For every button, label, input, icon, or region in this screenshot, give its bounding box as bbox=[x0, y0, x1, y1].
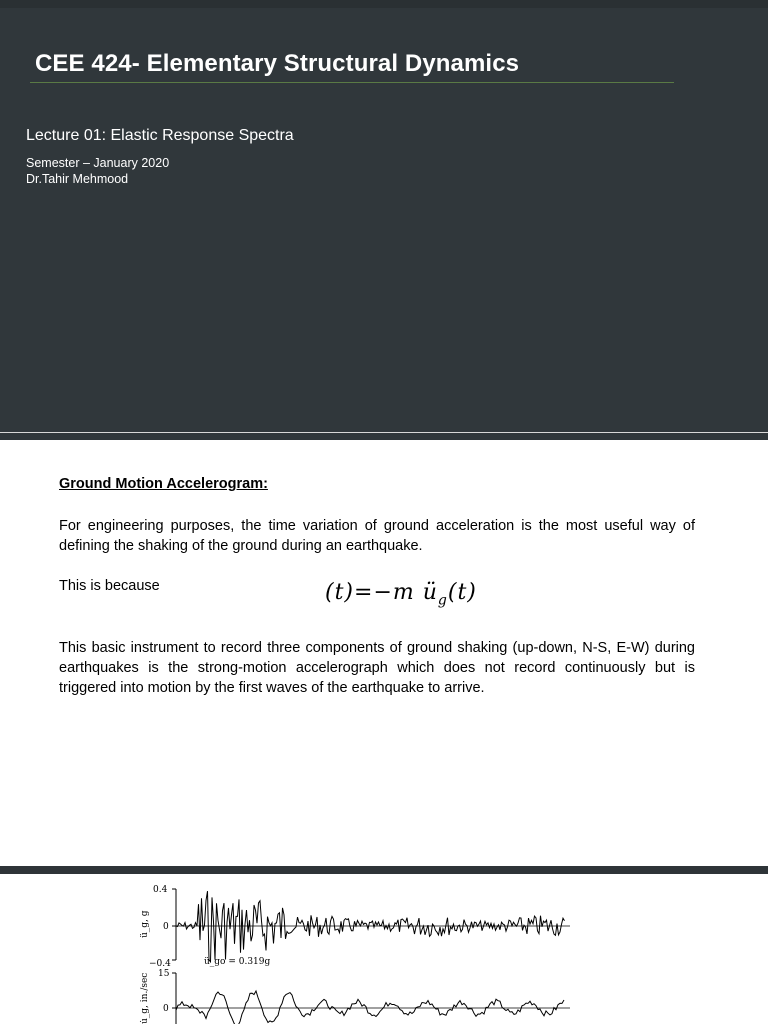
paragraph-1: For engineering purposes, the time variation of ground acceleration is the most useful way of defining the shaking of the ground during an earthquake. bbox=[59, 518, 695, 554]
page-separator-2 bbox=[0, 866, 768, 874]
accel-peak-label: ü_go = 0.319g bbox=[204, 957, 271, 967]
vel-ylabel: u̇_g, in./sec bbox=[140, 972, 150, 1024]
instructor-name: Dr.Tahir Mehmood bbox=[26, 172, 129, 186]
accelerogram-svg bbox=[130, 880, 580, 1024]
semester-text: Semester – January 2020 bbox=[26, 156, 170, 170]
accel-tick-zero: 0 bbox=[163, 922, 169, 932]
lecture-subtitle: Lecture 01: Elastic Response Spectra bbox=[26, 127, 294, 144]
accel-tick-bottom: −0.4 bbox=[149, 959, 171, 969]
title-underline bbox=[30, 82, 674, 83]
vel-tick-top: 15 bbox=[158, 969, 170, 979]
paragraph-2: This is because bbox=[59, 578, 160, 594]
accel-tick-top: 0.4 bbox=[153, 885, 168, 895]
slide-title: CEE 424- Elementary Structural Dynamics bbox=[35, 50, 520, 77]
paragraph-3: This basic instrument to record three components of ground shaking (up-down, N-S, E-W) during earthquakes is the strong-motion accelerograph which does not record continuously but is triggered into motion by the first waves of the earthquake to arrive. bbox=[59, 640, 695, 696]
accel-ylabel: ü_g, g bbox=[140, 910, 150, 938]
section-heading: Ground Motion Accelerogram: bbox=[59, 476, 268, 492]
equation: (t)=−m $ü_g(t)$ bbox=[325, 580, 477, 609]
vel-tick-zero: 0 bbox=[163, 1004, 169, 1014]
page-separator bbox=[0, 432, 768, 440]
velocity-trace bbox=[176, 991, 564, 1024]
title-slide bbox=[0, 0, 768, 432]
accelerogram-figure bbox=[130, 880, 580, 1024]
acceleration-trace bbox=[176, 891, 565, 962]
slide-top-bar bbox=[0, 0, 768, 8]
